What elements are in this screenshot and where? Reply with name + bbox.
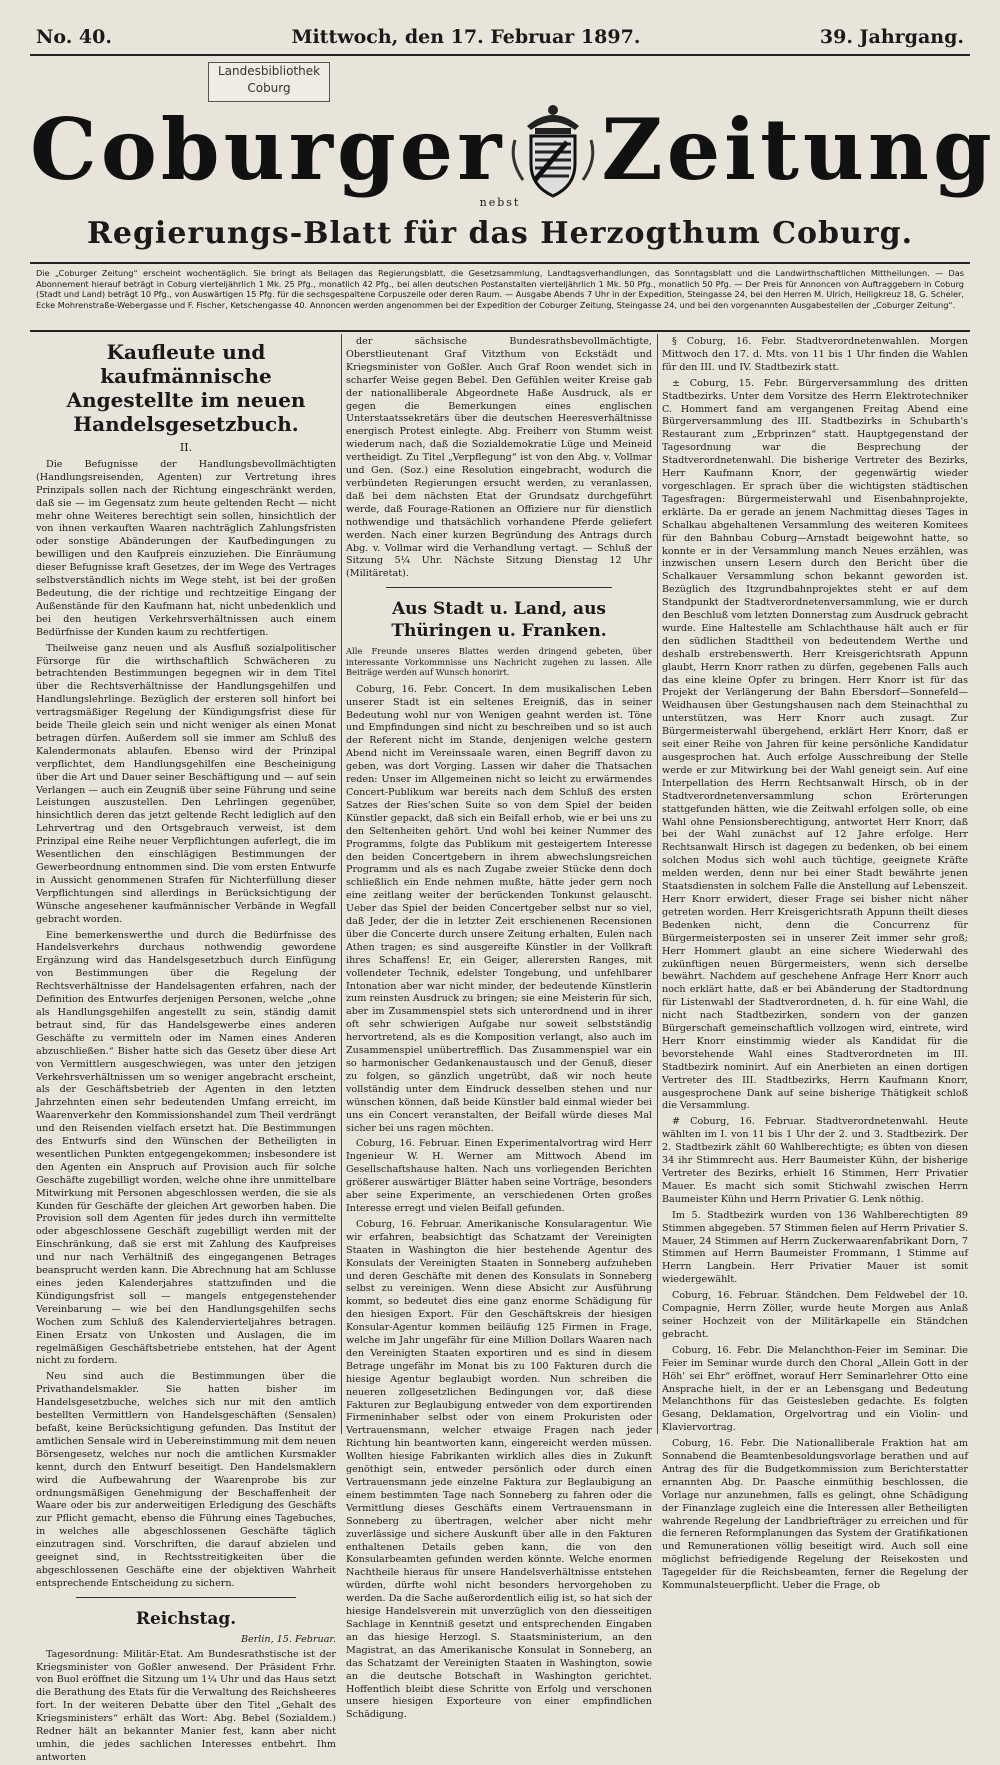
column-2 bbox=[346, 336, 652, 1721]
masthead-subtitle: Regierungs-Blatt für das Herzogthum Coburg. bbox=[86, 216, 914, 251]
article-paragraph: Coburg, 16. Februar. Ständchen. Dem Feldwebel der 10. Compagnie, Herrn Zöller, wurde heute Morgen aus Anlaß seiner Hochzeit von der Militärkapelle ein Ständchen gebracht. bbox=[662, 1290, 968, 1340]
article-paragraph: Eine bemerkenswerthe und durch die Bedürfnisse des Handelsverkehrs durchaus nothwendig gewordene Ergänzung wird das Handelsgesetzbuch durch Einfügung von Bestimmungen über die Regelung der Rechtsverhältnisse der Handelsagenten erfahren, nach der Definition des Entwurfes derjenigen Personen, welche „ohne als Handlungsgehilfen angestellt zu sein, ständig damit betraut sind, für das Handelsgewerbe eines anderen Geschäfte zu vermitteln oder im Namen eines Anderen abzuschließen.“ Bisher hatte sich das Gesetz über diese Art von Vermittlern ausgeschwiegen, was unter den jetzigen Verkehrsverhältnissen um so weniger angebracht erscheint, als der Geschäftsbetrieb der Agenten in den letzten Jahrzehnten einen sehr bedeutenden Umfang erreicht, im Waarenverkehr den Kommissionshandel zum Theil verdrängt und den Reisenden vielfach ersetzt hat. Die Bestimmungen des Entwurfs sind den Wünschen der Betheiligten in wesentlichen Punkten entgegengekommen; insbesondere ist den Agenten ein Anspruch auf Provision auch für solche Geschäfte zugebilligt worden, welche ohne ihre unmittelbare Mitwirkung mit Personen abgeschlossen werden, die sie als Kunden für Geschäfte der gleichen Art geworben haben. Die Provision soll dem Agenten für jedes durch ihn vermittelte oder abgeschlossene Geschäft zugebilligt werden mit der Einschränkung, daß sie erst mit Zahlung des Kaufpreises und nur nach Verhältniß des eingegangenen Betrages beansprucht werden kann. Die Abrechnung hat am Schlusse eines jeden Kalenderjahres stattzufinden und die Kündigungsfrist soll — mangels entgegenstehender Vereinbarung — wie bei den Handlungsgehilfen sechs Wochen zum Schluß des Kalendervierteljahres betragen. Einen Ersatz von Unkosten und Auslagen, die im regelmäßigen Geschäftsbetriebe entstehen, hat der Agent nicht zu fordern. bbox=[36, 929, 336, 1367]
article-paragraph: Coburg, 16. Februar. Amerikanische Konsularagentur. Wie wir erfahren, beabsichtigt das Schatzamt der Vereinigten Staaten in Washington die hier bestehende Agentur des Konsulats der Vereinigten Staaten in Sonneberg aufzuheben und deren Geschäfte mit denen des Konsulats in Sonneberg selbst zu vereinigen. Wenn diese Absicht zur Ausführung kommt, so bedeutet dies eine ganz enorme Schädigung für den hiesigen Export. Für den Geschäftskreis der hiesigen Konsular-Agentur kommen beiläufig 125 Firmen in Frage, welche im Jahr ungefähr für eine Million Dollars Waaren nach den Vereinigten Staaten exportiren und es sind in diesem Betrage ungefähr im Monat bis zu 100 Fakturen durch die hiesige Agentur beglaubigt worden. Nun schreiben die neueren zollgesetzlichen Bedingungen vor, daß diese Fakturen zur Beglaubigung entweder von dem exportirenden Firmeninhaber selbst oder von einem Prokuristen oder Vertrauensmann, welcher etwaige Fragen nach jeder Richtung hin beantworten kann, eingereicht werden müssen. Wollten hiesige Fabrikanten wirklich alles dies in Zukunft genöthigt sein, entweder persönlich oder durch einen Vertrauensmann jede einzelne Faktura zur Beglaubigung an einem bestimmten Tage nach Sonneberg zu fahren oder die Vermittlung dieses Geschäfts einem Vertrauensmann in Sonneberg zu übertragen, welcher aber nicht mehr zuverlässige und sichere Auskunft über alle in den Fakturen enthaltenen Details geben kann, die von den Konsularbeamten gefunden werden könnte. Welche enormen Nachtheile hieraus für unsere Handelsverhältnisse entstehen würden, dürfte wohl nicht besonders hervorgehoben zu werden. Da die Sache außerordentlich eilig ist, so hat sich der hiesige Handelsverein mit unverzüglich von den diesseitigen Sachlage in Kenntniß gesetzt und entsprechenden Eingaben an das hiesige Herzogl. S. Staatsministerium, an den Magistrat, an das Amerikanische Konsulat in Sonneberg, an das Schatzamt der Vereinigten Staaten in Washington, sowie an die deutsche Botschaft in Washington gerichtet. Hoffentlich bleibt diese Schritte von Erfolg und verschonen unsere hiesigen Exporteure von einer empfindlichen Schädigung. bbox=[346, 1218, 652, 1721]
article-paragraph: Coburg, 16. Febr. Die Nationalliberale Fraktion hat am Sonnabend die Beamtenbesoldungsvorlage berathen und auf Antrag des für die Budgetkommission zum Berichterstatter ernannten Abg. Dr. Paasche einmüthig beschlossen, die Vorlage nur anzunehmen, falls es gelingt, ohne Schädigung der Finanzlage zugleich eine die Interessen aller Betheiligten wahrende Regelung der Landbriefträger zu erreichen und für die ferneren Reformplanungen das System der Gratifikationen und Remunerationen völlig beseitigt wird. Auch soll eine möglichst befriedigende Regelung der Reisekosten und Tagegelder für die Reichsbeamten, ferner die Regelung der Kommunalsteuerpflicht. Ueber die Frage, ob bbox=[662, 1438, 968, 1592]
stamp-line-1: Landesbibliothek bbox=[217, 64, 321, 78]
coat-of-arms-icon bbox=[505, 100, 601, 200]
article-paragraph: Coburg, 16. Febr. Die Melanchthon-Feier im Seminar. Die Feier im Seminar wurde durch den Choral „Allein Gott in der Höh' sei Ehr“ eröffnet, worauf Herr Seminarlehrer Otto eine Ansprache hielt, in der er an Lebensgang und Bedeutung Melanchthons für das Geistesleben gedachte. Es folgten Gesang, Deklamation, Orgelvortrag und ein Violin- und Klaviervortrag. bbox=[662, 1344, 968, 1434]
column-separator-1 bbox=[341, 334, 342, 1434]
article-paragraph: Coburg, 16. Februar. Einen Experimentalvortrag wird Herr Ingenieur W. H. Werner am Mittwoch Abend im Gesellschaftshause halten. Nach uns vorliegenden Berichten größerer auswärtiger Blätter haben seine Vorträge, besonders aber seine Experimente, an verschiedenen Orten großes Interesse erregt und vielen Beifall gefunden. bbox=[346, 1138, 652, 1214]
column-separator-2 bbox=[657, 334, 658, 1434]
article-headline-kaufleute: Kaufleute und kaufmännische Angestellte im neuen Handelsgesetzbuch. bbox=[66, 340, 306, 436]
section-title-local-news: Aus Stadt u. Land, aus Thüringen u. Franken. bbox=[391, 599, 607, 642]
issue-number: No. 40. bbox=[36, 26, 112, 48]
section-note: Alle Freunde unseres Blattes werden dringend gebeten, über interessante Vorkommnisse uns Nachricht zugehen zu lassen. Alle Beiträge werden auf Wunsch honorirt. bbox=[346, 646, 652, 678]
masthead-title-left: Coburger bbox=[30, 100, 506, 199]
article-paragraph: Coburg, 16. Febr. Concert. In dem musikalischen Leben unserer Stadt ist ein seltenes Ereigniß, das in seiner Bedeutung wohl nur von Wenigen geahnt werden ist. Töne und Empfindungen sind nicht zu beschreiben und so ist auch der Referent nicht im Stande, denjenigen welche gestern Abend nicht im Vereinssaale waren, einen Begriff davon zu geben, was dort Vorging. Lassen wir daher die Thatsachen reden: Unser im Allgemeinen nicht so leicht zu erwärmendes Concert-Publikum war bereits nach dem Schluß des ersten Satzes der Ries'schen Suite so von dem Spiel der beiden Künstler gepackt, daß sich ein Beifall erhob, wie er bei uns zu den Seltenheiten gehört. Und wohl bei keiner Nummer des Programms, folgte das Publikum mit gesteigertem Interesse den beiden Concertgebern in ihrem abwechslungsreichen Programm und als es nach Zugabe zweier Stücke denn doch schließlich ein Ende nehmen mußte, hätte jeder gern noch eine zeitlang weiter der berückenden Tonkunst gelauscht. Ueber das Spiel der beiden Concertgeber selbst nur so viel, daß Jeder, der die in letzter Zeit erschienenen Recensionen über die Concerte durch unsere Zeitung erhalten, Eulen nach Athen tragen; es sind ausgereifte Künstler in der Vollkraft ihres Schaffens! Er, ein Geiger, allerersten Ranges, mit vollendeter Technik, edelster Tongebung, und unfehlbarer Intonation aber war nicht minder, der bedeutende Künstlerin zum reinsten Ausdruck zu bringen; sie eine Meisterin für sich, aber im Zusammenspiel stets sich unterordnend und in ihrer oft sehr schwierigen Aufgabe nur soweit selbstständig hervortretend, als es die Komposition verlangt, also auch im Zusammenspiel unübertrefflich. Das Zusammenspiel war ein so harmonischer Gedankenaustausch und der Genuß, dieser zu folgen, so gänzlich ungetrübt, daß wir noch heute vollständig unter dem Eindruck desselben stehen und nur wünschen können, daß beide Künstler bald einmal wieder bei uns ein Concert veranstalten, der Beifall würde dieses Mal sicher bei uns ragen möchten. bbox=[346, 683, 652, 1134]
notice-rule-bottom bbox=[30, 330, 970, 332]
article-paragraph: der sächsische Bundesrathsbevollmächtigte, Oberstlieutenant Graf Vitzthum von Eckstädt und Kriegsminister von Goßler. Auch Graf Roon wendet sich in scharfer Weise gegen Bebel. Den Gefühlen weiter Kreise gab der nationalliberale Abgeordnete Haße Ausdruck, als er gegen die Bemerkungen eines englischen Unterstaatssekretärs über die deutschen Heeresverhältnisse energisch Protest einlegte. Abg. Freiherr von Stumm weist wiederum nach, daß die Sozialdemokratie Lüge und Meineid vertheidigt. Zu Titel „Verpflegung“ ist von den Abg. v. Vollmar und Gen. (Soz.) eine Resolution eingebracht, wodurch die verbündeten Regierungen ersucht werden, zu veranlassen, daß bei dem nächsten Etat der Grundsatz durchgeführt werde, daß Fourage-Rationen an Offiziere nur für dienstlich nothwendige und thatsächlich vorhandene Pferde geliefert werden. Nach einer kurzen Begründung des Antrags durch Abg. v. Vollmar wird die Verhandlung vertagt. — Schluß der Sitzung 5¼ Uhr. Nächste Sitzung Dienstag 12 Uhr (Militäretat). bbox=[346, 336, 652, 580]
column-3 bbox=[662, 336, 968, 1592]
article-paragraph: ± Coburg, 15. Febr. Bürgerversammlung des dritten Stadtbezirks. Unter dem Vorsitze des Herrn Elektrotechniker C. Hommert fand am vergangenen Freitag Abend eine Bürgerversammlung des III. Stadtbezirks in Schubarth's Restaurant zum „Erbprinzen“ statt. Hauptgegenstand der Tagesordnung war die Besprechung der Stadtverordnetenwahl. Die bisherige Vertreter des Bezirks, Herr Kaufmann Knorr, der gegenwärtig wieder vorgeschlagen. Er sprach über die wichtigsten städtischen Tagesfragen: Bürgermeisterwahl und Eisenbahnprojekte, erklärte. Da er gerade an jenem Nachmittag dieses Tages in Schalkau abgehaltenen Versammlung des weiteren Komitees für den Bahnbau Coburg—Arnstadt beigewohnt hatte, so konnte er in der Versammlung manch Neues erzählen, was inzwischen unsern Lesern durch den Bericht über die Schalkauer Versammlung schon bekannt geworden ist. Bezüglich des Itzgrundbahnprojektes steht er auf dem Standpunkt der Stadtverordnetenversammlung, wie er durch den Beschluß vom letzten Donnerstag zum Ausdruck gebracht wurde. Eine Haltestelle am Schlachthause hält auch er für den südlichen Stadttheil von bedeutendem Werthe und deshalb erstrebenswerth. Herr Kreisgerichtsrath Appunn glaubt, Herrn Knorr rathen zu dürfen, gegebenen Falls auch das eine kleine Opfer zu bringen. Herr Knorr ist für das Projekt der Verlängerung der Bahn Ebersdorf—Sonnefeld—Weidhausen über Gestungshausen nach dem Steinachthal zu unterstützen, was Herr Knorr auch zusagt. Zur Bürgermeisterwahl übergehend, erklärt Herr Knorr, daß er seit einer Reihe von Jahren für keine persönliche Kandidatur ausgesprochen hat. Auch erfolge Ausschreibung der Stelle werde er zur Mitwirkung bei der Wahl geneigt sein. Auf eine Interpellation des Herrn Rechtsanwalt Hirsch, ob in der Stadtverordnetenversammlung schon Erörterungen stattgefunden hätten, wie die Zeitwahl erfolgen solle, ob eine Wahl ohne Pensionsberechtigung, antwortet Herr Knorr, daß bei der Wahl zunächst auf 12 Jahre erfolge. Herr Rechtsanwalt Hirsch ist dagegen zu bedenken, ob bei einem solchen Modus sich wohl auch tüchtige, geeignete Kräfte melden werden, denn nur bei einer Stadt bewährte jenen Staatsdiensten in solchem Falle die Anstellung auf Lebenszeit. Herr Knorr erwidert, dieser Frage sei bisher nicht näher getreten worden. Herr Kreisgerichtsrath Appunn theilt dieses Bedenken nicht, denn die Concurrenz für Bürgermeisterposten sei in unserer Zeit immer sehr groß; Herr Hommert glaubt an eine sichere Wiederwahl des zukünftigen neuen Bürgermeisters, wenn sich derselbe bewährt. Nachdem auf geschehene Anfrage Herr Knorr auch noch erklärt hatte, daß er bei Abänderung der Stadtordnung für Listenwahl der Stadtverordneten, d. h. für eine Wahl, die nicht nach Stadtbezirken, sondern von der ganzen Bürgerschaft gemeinschaftlich vollzogen wird, eintrete, wird Herr Knorr einstimmig wieder als Kandidat für die bevorstehende Wahl eines Stadtverordneten im III. Stadtbezirk nominirt. Auf ein Anerbieten an einen dortigen Vertreter des III. Stadtbezirks, Herrn Kaufmann Knorr, ausgesprochene Dank auf seine bisherige Thätigkeit schloß die Versammlung. bbox=[662, 377, 968, 1112]
issue-date: Mittwoch, den 17. Februar 1897. bbox=[291, 26, 641, 48]
header-rule bbox=[30, 54, 970, 56]
article-paragraph: # Coburg, 16. Februar. Stadtverordnetenwahl. Heute wählten im I. von 11 bis 1 Uhr der 2. und 3. Stadtbezirk. Der 2. Stadtbezirk zählt 60 Wahlberechtigte; es übten von diesen 34 ihr Stimmrecht aus. Herr Baumeister Kühn, der bisherige Vertreter des Bezirks, erhielt 16 Stimmen, Herr Privatier Mauer. Es macht sich somit Stichwahl zwischen Herrn Baumeister Kühn und Herrn Privatier G. Lenk nöthig. bbox=[662, 1116, 968, 1205]
notice-rule-top bbox=[30, 262, 970, 264]
subscription-notice: Die „Coburger Zeitung“ erscheint wochentäglich. Sie bringt als Beilagen das Regierungsblatt, die Gesetzsammlung, Landtagsverhandlungen, das Sonntagsblatt und die Landwirthschaftlichen Mittheilungen. — Das Abonnement hierauf beträgt in Coburg vierteljährlich 1 Mk. 25 Pfg., monatlich 42 Pfg., bei allen deutschen Postanstalten vierteljährlich 1 Mk. 50 Pfg., monatlich 50 Pfg. — Der Preis für Annoncen von Auftraggebern in Coburg (Stadt und Land) beträgt 10 Pfg., von Auswärtigen 15 Pfg. für die sechsgespaltene Corpuszeile oder deren Raum. — Ausgabe Abends 7 Uhr in der Expedition, Steingasse 24, bei den Herren M. Ulrich, Heiligkreuz 18, G. Scheler, Ecke Mohrenstraße-Webergasse und F. Fischer, Ketschengasse 40. Annoncen werden angenommen bei der Expedition der Coburger Zeitung, Steingasse 24, und bei den vorgenannten Ausgabestellen der „Coburger Zeitung“. bbox=[36, 268, 964, 310]
masthead bbox=[30, 100, 996, 200]
masthead-title-right: Zeitung bbox=[601, 100, 996, 199]
library-stamp bbox=[208, 62, 330, 102]
article-paragraph: § Coburg, 16. Febr. Stadtverordnetenwahlen. Morgen Mittwoch den 17. d. Mts. von 11 bis 1 Uhr finden die Wahlen für den III. und IV. Stadtbezirk statt. bbox=[662, 336, 968, 373]
column-1 bbox=[36, 336, 336, 1763]
article-paragraph: Tagesordnung: Militär-Etat. Am Bundesrathstische ist der Kriegsminister von Goßler anwesend. Der Präsident Frhr. von Buol eröffnet die Sitzung um 1¼ Uhr und das Haus setzt die Berathung des Etats für die Verwaltung des Reichsheeres fort. In der weiteren Debatte über den Titel „Gehalt des Kriegsministers“ erhält das Wort: Abg. Bebel (Sozialdem.) Redner hält an bekannter Manier fest, kann aber nicht umhin, die jedes sachlichen Interesses entbehrt. Ihm antworten bbox=[36, 1648, 336, 1763]
article-paragraph: Neu sind auch die Bestimmungen über die Privathandelsmakler. Sie hatten bisher im Handelsgesetzbuche, welches sich nur mit den amtlich bestellten Vermittlern von Handelsgeschäften (Sensalen) befaßt, keine Berücksichtigung gefunden. Das Institut der amtlichen Sensale wird in Uebereinstimmung mit dem neuen Börsengesetz, welches nur noch die amtlichen Kursmakler kennt, durch den Entwurf beseitigt. Den Handelsmaklern wird die Aufbewahrung der Waarenprobe bis zur ordnungsmäßigen Genehmigung der Beschaffenheit der Waare oder bis zur anderweitigen Erledigung des Geschäfts zur Pflicht gemacht, ebenso die Führung eines Tagebuches, in welches alle abgeschlossenen Geschäfte täglich einzutragen sind. Vorschriften, die darauf abzielen und geeignet sind, in Rechtsstreitigkeiten über die abgeschlossenen Geschäfte eine der objektiven Wahrheit entsprechende Entscheidung zu sichern. bbox=[36, 1371, 336, 1589]
volume-number: 39. Jahrgang. bbox=[819, 26, 964, 48]
section-divider bbox=[76, 1597, 296, 1598]
section-title-reichstag: Reichstag. bbox=[135, 1608, 237, 1629]
section-divider bbox=[386, 587, 612, 588]
section-dateline: Berlin, 15. Februar. bbox=[240, 1633, 336, 1645]
article-paragraph: Im 5. Stadtbezirk wurden von 136 Wahlberechtigten 89 Stimmen abgegeben. 57 Stimmen fielen auf Herrn Privatier S. Mauer, 24 Stimmen auf Herrn Zuckerwaarenfabrikant Dorn, 7 Stimmen auf Herrn Baumeister Frommann, 1 Stimme auf Herrn Langbein. Herr Privatier Mauer ist somit wiedergewählt. bbox=[662, 1209, 968, 1286]
header-line bbox=[36, 24, 964, 50]
article-part-number: II. bbox=[179, 441, 193, 454]
masthead-nebst: nebst bbox=[479, 196, 521, 209]
article-paragraph: Theilweise ganz neuen und als Ausfluß sozialpolitischer Fürsorge für die wirthschaftlich Schwächeren zu betrachtenden Bestimmungen begegnen wir in dem Titel über die Rechtsverhältnisse der Handlungsgehilfen und Handlungslehrlinge. Bezüglich der ersteren soll hinfort bei vertragsmäßiger Regelung der Kündigungsfrist diese für beide Theile gleich sein und nicht weniger als einen Monat betragen dürfen. Außerdem soll sie immer am Schluß des Kalendermonats ablaufen. Ebenso wird der Prinzipal verpflichtet, dem Handlungsgehilfen eine Bescheinigung über die Art und Dauer seiner Beschäftigung und — auf sein Verlangen — auch ein Zeugniß über seine Führung und seine Leistungen auszustellen. Den Lehrlingen gegenüber, hinsichtlich deren das jetzt geltende Recht lediglich auf den Lehrvertrag und den Ortsgebrauch verweist, ist dem Prinzipal eine Reihe neuer Verpflichtungen auferlegt, die im Wesentlichen den einschlägigen Bestimmungen der Gewerbeordnung entnommen sind. Die vom ersten Entwurfe in Aussicht genommenen Strafen für Nichterfüllung dieser Verpflichtungen sind allerdings in Berücksichtigung der Wünsche angesehener kaufmännischer Verbände in Wegfall gebracht worden. bbox=[36, 642, 336, 925]
stamp-line-2: Coburg bbox=[247, 81, 291, 95]
article-paragraph: Die Befugnisse der Handlungsbevollmächtigten (Handlungsreisenden, Agenten) zur Vertretung ihres Prinzipals sollen nach der Richtung eingeschränkt werden, daß sie — im Gegensatz zum heute geltenden Recht — nicht mehr ohne Weiteres berechtigt sein sollen, hinsichtlich der von ihnen verkauften Waaren nachträglich Zahlungsfristen oder sonstige Abänderungen der Kaufbedingungen zu bewilligen und den Kaufpreis einzuziehen. Die Einräumung dieser Befugnisse kraft Gesetzes, der im Wege des Vertrages selbstverständlich nichts im Wege steht, ist bei der großen Bedeutung, die der richtige und rechtzeitige Eingang der Außenstände für den Kaufmann hat, nicht unbedenklich und bei den heutigen Verkehrsverhältnissen auch einem Bedürfnisse der Kunden kaum zu rechtfertigen. bbox=[36, 458, 336, 638]
